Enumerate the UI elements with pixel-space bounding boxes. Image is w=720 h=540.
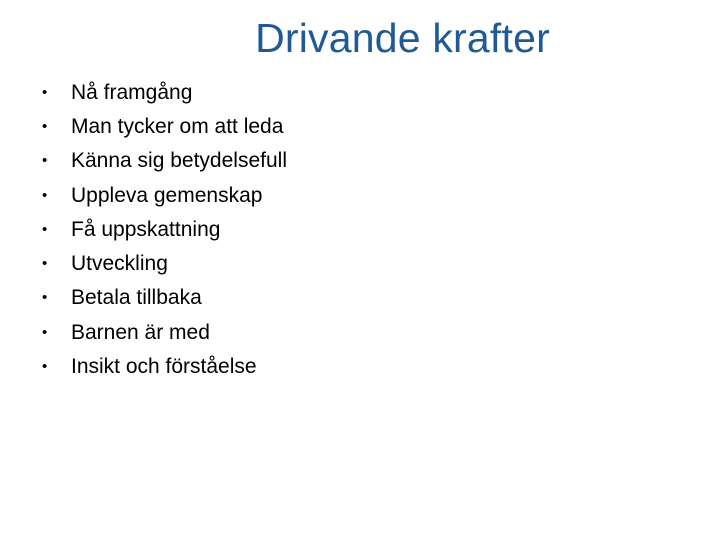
- bullet-text: Uppleva gemenskap: [71, 183, 263, 207]
- bullet-list: [40, 75, 287, 384]
- bullet-text: Betala tillbaka: [71, 286, 202, 310]
- bullet-text: Insikt och förståelse: [71, 355, 257, 379]
- bullet-icon: •: [42, 358, 48, 376]
- bullet-icon: •: [42, 117, 48, 135]
- bullet-text: Känna sig betydelsefull: [71, 149, 287, 173]
- slide-title: Drivande krafter: [255, 15, 550, 61]
- bullet-icon: •: [42, 323, 48, 341]
- bullet-icon: •: [42, 186, 48, 204]
- bullet-item: [40, 315, 287, 349]
- bullet-text: Man tycker om att leda: [71, 114, 284, 138]
- bullet-item: [40, 75, 287, 109]
- bullet-text: Få uppskattning: [71, 217, 221, 241]
- bullet-item: [40, 109, 287, 143]
- bullet-text: Utveckling: [71, 252, 168, 276]
- bullet-text: Nå framgång: [71, 80, 193, 104]
- bullet-item: [40, 281, 287, 315]
- bullet-item: [40, 212, 287, 246]
- bullet-icon: •: [42, 255, 48, 273]
- bullet-item: [40, 144, 287, 178]
- bullet-item: [40, 178, 287, 212]
- bullet-icon: •: [42, 83, 48, 101]
- bullet-item: [40, 246, 287, 280]
- bullet-icon: •: [42, 220, 48, 238]
- bullet-icon: •: [42, 152, 48, 170]
- bullet-item: [40, 349, 287, 383]
- bullet-text: Barnen är med: [71, 320, 210, 344]
- bullet-icon: •: [42, 289, 48, 307]
